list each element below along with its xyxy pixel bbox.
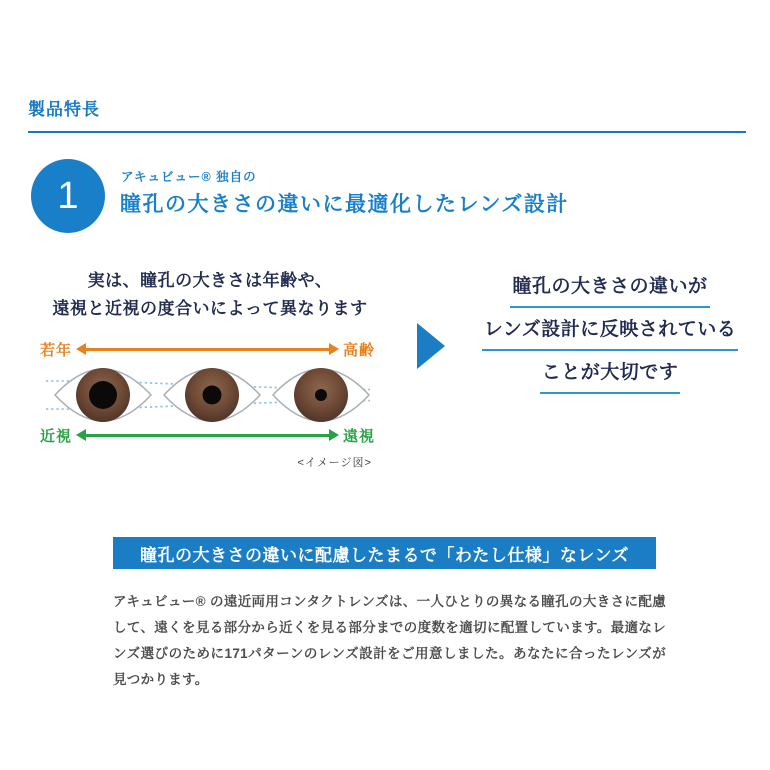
vision-axis-arrow-icon xyxy=(85,434,330,437)
pupil-large xyxy=(89,381,117,409)
diagram-intro xyxy=(38,267,382,323)
diagram-intro-line1: 実は、瞳孔の大きさは年齢や、 xyxy=(87,271,333,290)
diagram-caption: <イメージ図> xyxy=(297,457,372,469)
conclusion-line3: ことが大切です xyxy=(540,360,681,394)
feature-banner-text: 瞳孔の大きさの違いに配慮したまるで「わたし仕様」なレンズ xyxy=(140,545,629,565)
eyes-diagram xyxy=(40,363,375,427)
feature-kicker: アキュビュー® 独自の xyxy=(121,170,257,184)
age-axis-right-label: 高齢 xyxy=(342,341,375,359)
pupil-small xyxy=(315,389,327,401)
conclusion-line2: レンズ設計に反映されている xyxy=(482,317,738,351)
age-axis-arrow-icon xyxy=(85,348,330,351)
vision-axis-right-label: 遠視 xyxy=(342,427,375,445)
right-arrow-icon xyxy=(417,323,445,369)
feature-title: 瞳孔の大きさの違いに最適化したレンズ設計 xyxy=(120,193,569,216)
vision-axis-left-label: 近視 xyxy=(40,427,73,445)
age-axis xyxy=(40,340,375,358)
vision-axis xyxy=(40,426,375,444)
conclusion-line1: 瞳孔の大きさの違いが xyxy=(510,274,709,308)
eye-large-pupil xyxy=(55,368,151,422)
feature-banner xyxy=(113,537,656,569)
eye-medium-pupil xyxy=(164,368,260,422)
feature-number: 1 xyxy=(57,174,79,217)
heading-divider xyxy=(28,131,746,133)
age-axis-left-label: 若年 xyxy=(40,341,73,359)
diagram-intro-line2: 遠視と近視の度合いによって異なります xyxy=(52,299,368,318)
eye-small-pupil xyxy=(273,368,369,422)
feature-number-badge xyxy=(31,159,105,233)
page-title: 製品特長 xyxy=(28,100,100,119)
pupil-medium xyxy=(203,386,222,405)
body-paragraph: アキュビュー® の遠近両用コンタクトレンズは、一人ひとりの異なる瞳孔の大きさに配慮して、遠くを見る部分から近くを見る部分までの度数を適切に配置しています。最適なレンズ選びのために171パターンのレンズ設計をご用意しました。あなたに合ったレンズが見つかります。 xyxy=(113,594,666,687)
conclusion-block xyxy=(470,274,750,394)
